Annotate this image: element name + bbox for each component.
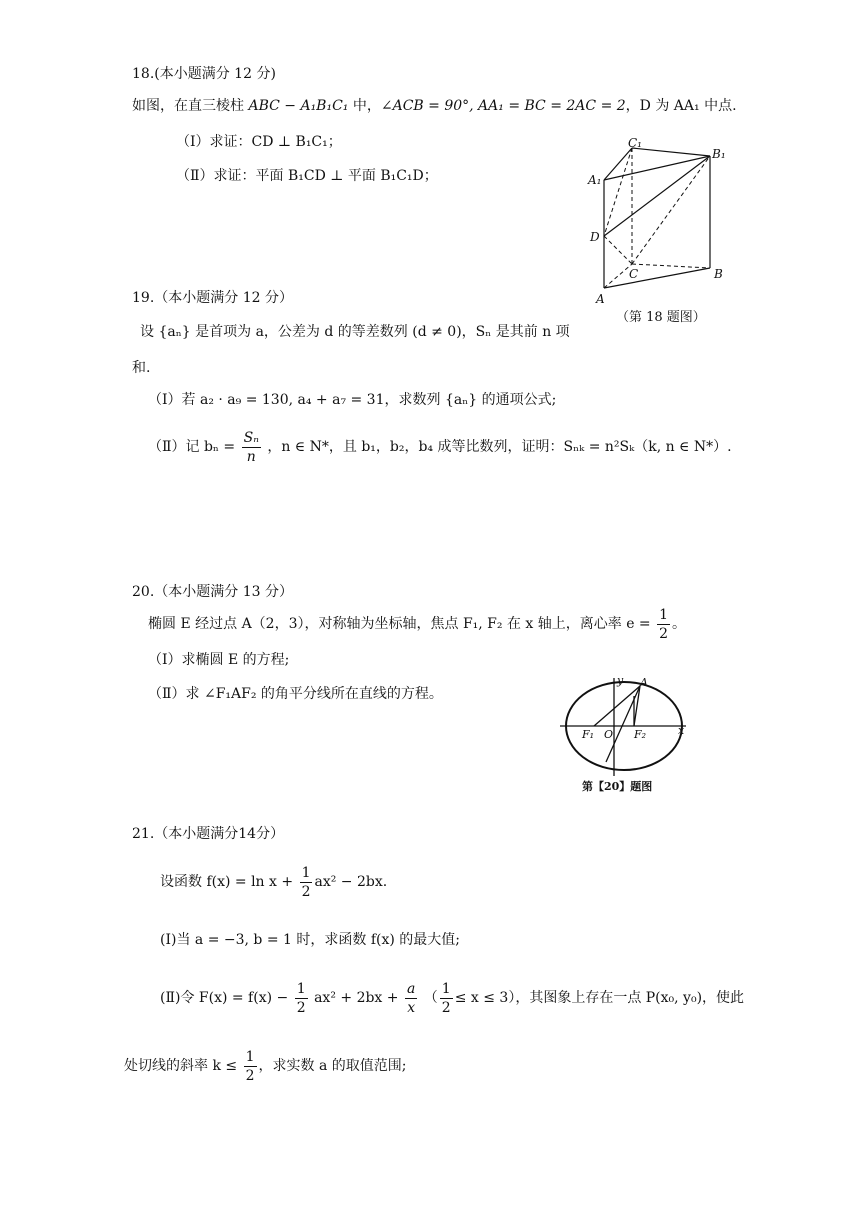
label-A-point: A	[640, 676, 648, 689]
label-A: A	[596, 292, 605, 306]
q19-stem-line2: 和.	[132, 360, 151, 376]
label-y: y	[617, 676, 624, 687]
q21-func-fraction	[300, 864, 313, 901]
q21-part2-frac3	[440, 980, 453, 1017]
q21-part1: (Ⅰ)当 a = −3, b = 1 时，求函数 f(x) 的最大值;	[160, 932, 460, 948]
q19-part1: （Ⅰ）若 a₂ · a₉ = 130, a₄ + a₇ = 31，求数列 {aₙ} 的通项公式;	[148, 392, 557, 408]
q21-part3-post: ，求实数 a 的取值范围;	[258, 1058, 407, 1074]
label-C1: C₁	[628, 138, 642, 150]
label-O: O	[604, 728, 614, 741]
q20-stem-post: 。	[672, 616, 687, 632]
q20-part2: （Ⅱ）求 ∠F₁AF₂ 的角平分线所在直线的方程。	[148, 686, 443, 702]
q18-part1: （Ⅰ）求证：CD ⊥ B₁C₁；	[176, 134, 342, 150]
q20-part1: （Ⅰ）求椭圆 E 的方程;	[148, 652, 290, 668]
q20-header: 20.（本小题满分 13 分）	[132, 584, 293, 600]
q18-stem-mid: 中，	[348, 98, 381, 114]
q18-stem	[132, 96, 737, 116]
q19-fraction	[242, 429, 261, 466]
q21-part3-pre: 处切线的斜率 k ≤	[124, 1058, 238, 1074]
q21-func-den: 2	[301, 883, 311, 900]
q21-part2-n3: 1	[441, 980, 451, 997]
label-F2: F₂	[634, 728, 647, 741]
ellipse-figure	[560, 676, 690, 786]
q21-part2-paren-pre: （	[423, 990, 438, 1006]
label-D: D	[590, 230, 600, 244]
label-x: x	[678, 724, 685, 737]
q21-function	[160, 860, 387, 904]
q21-part2-d2: x	[407, 999, 416, 1016]
label-F1: F₁	[582, 728, 595, 741]
q21-func-pre: 设函数 f(x) = ln x +	[160, 874, 294, 890]
q21-part3-num: 1	[245, 1048, 255, 1065]
q21-part2-frac1	[295, 980, 308, 1017]
q20-stem	[148, 604, 686, 644]
label-B: B	[714, 267, 723, 281]
q19-stem-line1: 设 {aₙ} 是首项为 a，公差为 d 的等差数列 (d ≠ 0)，Sₙ 是其前 n 项	[140, 324, 570, 340]
q21-part2-pre: (Ⅱ)令 F(x) = f(x) −	[160, 990, 289, 1006]
q20-stem-pre: 椭圆 E 经过点 A（2，3），对称轴为坐标轴，焦点 F₁, F₂ 在 x 轴上，离心率 e =	[148, 616, 651, 632]
q19-part2	[148, 428, 732, 466]
q21-part2-d1: 2	[296, 999, 306, 1016]
q21-header: 21.（本小题满分14分）	[132, 826, 285, 842]
q21-part2-mid: ax² + 2bx +	[314, 990, 399, 1006]
q21-part2-n2: a	[406, 980, 416, 997]
q20-frac-den: 2	[659, 625, 669, 642]
q19-part2-post: ，n ∈ N*，且 b₁，b₂，b₄ 成等比数列，证明：Sₙₖ = n²Sₖ（k, n ∈ N*）.	[267, 439, 732, 455]
q21-func-post: ax² − 2bx.	[314, 874, 388, 890]
label-B1: B₁	[712, 147, 726, 161]
q21-part3-den: 2	[245, 1067, 255, 1084]
q19-header: 19.（本小题满分 12 分）	[132, 290, 293, 306]
q19-frac-num: Sₙ	[243, 429, 259, 446]
q18-header: 18.(本小题满分 12 分)	[132, 66, 276, 82]
q21-part2-n1: 1	[296, 980, 306, 997]
q18-stem-post: ，D 为 AA₁ 中点.	[625, 98, 737, 114]
q21-part3	[124, 1044, 406, 1088]
q21-part2-paren-post: ≤ x ≤ 3），其图象上存在一点 P(x₀, y₀)，使此	[454, 990, 745, 1006]
q19-part2-pre: （Ⅱ）记 bₙ =	[148, 439, 236, 455]
q20-figure-caption: 第【20】题图	[582, 780, 653, 793]
q21-part2-d3: 2	[441, 999, 451, 1016]
q21-part2	[160, 976, 744, 1020]
q18-stem-pre: 如图，在直三棱柱	[132, 98, 249, 114]
label-A1: A₁	[588, 173, 602, 187]
q19-frac-den: n	[246, 448, 256, 465]
q21-func-num: 1	[301, 864, 311, 881]
q18-part2: （Ⅱ）求证：平面 B₁CD ⊥ 平面 B₁C₁D；	[176, 168, 438, 184]
q18-stem-cond: ∠ACB = 90°, AA₁ = BC = 2AC = 2	[380, 98, 626, 114]
q21-part3-fraction	[244, 1048, 257, 1085]
prism-figure	[584, 138, 734, 310]
q20-fraction	[657, 606, 670, 643]
q18-stem-math: ABC − A₁B₁C₁	[248, 98, 349, 114]
q20-frac-num: 1	[659, 606, 669, 623]
q18-figure-caption: （第 18 题图）	[616, 310, 706, 325]
label-C: C	[629, 267, 639, 281]
q21-part2-frac2	[405, 980, 417, 1017]
